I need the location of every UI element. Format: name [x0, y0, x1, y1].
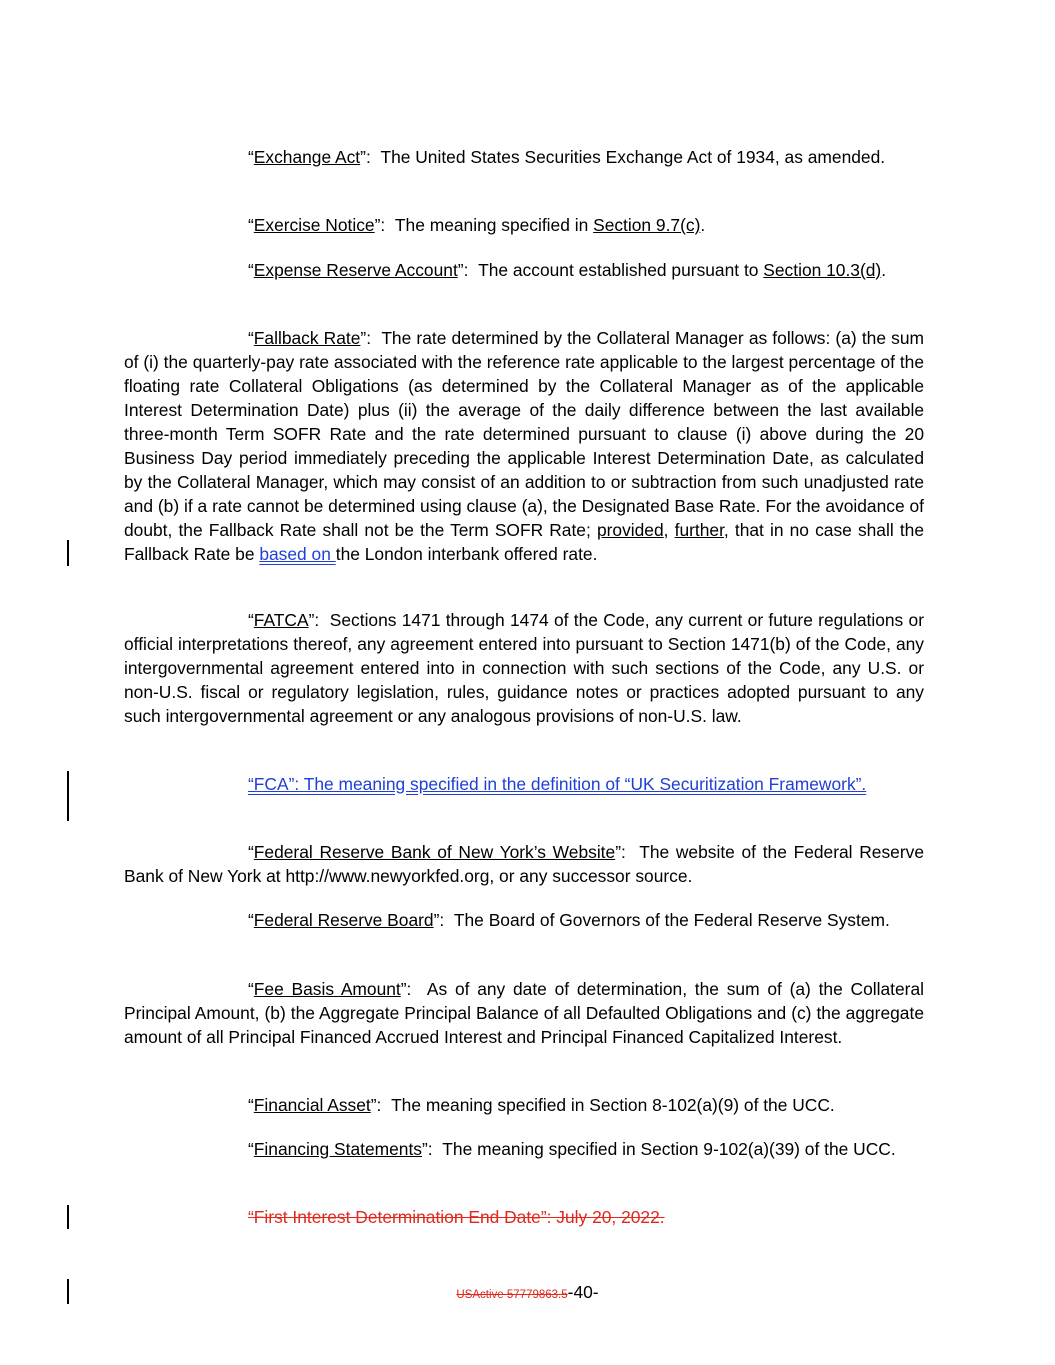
page-number: -40-	[567, 1282, 599, 1302]
inserted-revision-text: “FCA”: The meaning specified in the definition of “UK Securitization Framework”.	[248, 774, 867, 794]
definition-text: As of any date of determination, the sum of (a) the Collateral Principal Amount, (b) the Aggregate Principal Balance of all Defaulted Obligations and (c) the aggregate amount of all Principal Financed Accrued Interest and Principal Financed Capitalized Interest.	[124, 979, 924, 1047]
revision-change-bar	[67, 771, 69, 821]
revision-change-bar	[67, 540, 69, 566]
definition-text-end: .	[700, 215, 706, 235]
page-footer	[0, 1280, 1055, 1307]
definition-exchange-act: “Exchange Act”: The United States Securities Exchange Act of 1934, as amended.	[248, 147, 886, 167]
definition-text-mid: , that in no case shall the Fallback Rate be	[124, 520, 924, 564]
definition-financing-statements: “Financing Statements”: The meaning specified in Section 9-102(a)(39) of the UCC.	[248, 1139, 896, 1159]
defined-term: Exercise Notice	[253, 215, 375, 235]
defined-term: Fallback Rate	[253, 328, 361, 348]
definition-fatca: “FATCA”: Sections 1471 through 1474 of the Code, any current or future regulations or official interpretations thereof, any agreement entered into pursuant to Section 1471(b) of the Code, any intergovernmental agreement entered into in connection with such sections of the Code, any U.S. or non-U.S. fiscal or regulatory legislation, rules, guidance notes or practices adopted pursuant to any such intergovernmental agreement or any analogous provisions of non-U.S. law.	[124, 610, 924, 726]
definition-fee-basis-amount: “Fee Basis Amount”: As of any date of determination, the sum of (a) the Collateral Principal Amount, (b) the Aggregate Principal Balance of all Defaulted Obligations and (c) the aggregate amount of all Principal Financed Accrued Interest and Principal Financed Capitalized Interest.	[124, 979, 924, 1047]
definition-text: The rate determined by the Collateral Manager as follows: (a) the sum of (i) the quarterly-pay rate associated with the reference rate applicable to the largest percentage of the floating rate Collateral Obligations (as determined by the Collateral Manager as of the applicable Interest Determination Date) plus (ii) the average of the daily difference between the last available three-month Term SOFR Rate and the rate determined pursuant to clause (i) above during the 20 Business Day period immediately preceding the applicable Interest Determination Date, as calculated by the Collateral Manager, which may consist of an addition to or subtraction from such unadjusted rate and (b) if a rate cannot be determined using clause (a), the Designated Base Rate. For the avoidance of doubt, the Fallback Rate shall not be the Term SOFR Rate;	[124, 328, 924, 540]
definition-text-end: the London interbank offered rate.	[335, 544, 598, 564]
definition-text: Sections 1471 through 1474 of the Code, any current or future regulations or official interpretations thereof, any agreement entered into pursuant to Section 1471(b) of the Code, any intergovernmental agreement entered into in connection with such sections of the Code, any U.S. or non-U.S. fiscal or regulatory legislation, rules, guidance notes or practices adopted pursuant to any such intergovernmental agreement or any analogous provisions of non-U.S. law.	[124, 610, 924, 726]
defined-term: Fee Basis Amount	[253, 979, 401, 999]
definition-text-end: .	[881, 260, 887, 280]
defined-term: FATCA	[253, 610, 309, 630]
definition-text: The meaning specified in Section 9-102(a)(39) of the UCC.	[442, 1139, 896, 1159]
definition-text: The meaning specified in Section 8-102(a)(9) of the UCC.	[391, 1095, 835, 1115]
definition-federal-reserve-board: “Federal Reserve Board”: The Board of Governors of the Federal Reserve System.	[248, 910, 890, 930]
further-term: further	[674, 520, 724, 540]
section-reference: Section 10.3(d)	[763, 260, 882, 280]
deleted-revision-text: “First Interest Determination End Date”: July 20, 2022.	[248, 1207, 665, 1227]
definition-text: The United States Securities Exchange Act of 1934, as amended.	[380, 147, 886, 167]
definition-text: The meaning specified in	[394, 215, 594, 235]
definition-text: The account established pursuant to	[478, 260, 764, 280]
defined-term: Exchange Act	[253, 147, 361, 167]
provided-term: provided	[596, 520, 664, 540]
defined-term: Financing Statements	[253, 1139, 422, 1159]
document-id-stamp: USActive 57779863.5	[456, 1289, 568, 1301]
defined-term: Expense Reserve Account	[253, 260, 458, 280]
comma-text: ,	[663, 520, 675, 540]
definition-first-interest-determination-deleted	[124, 1205, 924, 1229]
definition-text: The Board of Governors of the Federal Reserve System.	[453, 910, 890, 930]
definition-exercise-notice: “Exercise Notice”: The meaning specified in Section 9.7(c).	[248, 215, 706, 235]
definition-text: The website of the Federal Reserve Bank of New York at http://www.newyorkfed.org, or any successor source.	[124, 842, 924, 886]
inserted-revision-text: based on	[259, 544, 336, 564]
definition-expense-reserve-account: “Expense Reserve Account”: The account established pursuant to Section 10.3(d).	[248, 260, 887, 280]
defined-term: Federal Reserve Board	[253, 910, 434, 930]
defined-term: Financial Asset	[253, 1095, 371, 1115]
definition-fca-inserted	[124, 772, 924, 796]
definition-fallback-rate: “Fallback Rate”: The rate determined by the Collateral Manager as follows: (a) the sum of (i) the quarterly-pay rate associated with the reference rate applicable to the largest percentage of the floating rate Collateral Obligations (as determined by the Collateral Manager as of the applicable Interest Determination Date) plus (ii) the average of the daily difference between the last available three-month Term SOFR Rate and the rate determined pursuant to clause (i) above during the 20 Business Day period immediately preceding the applicable Interest Determination Date, as calculated by the Collateral Manager, which may consist of an addition to or subtraction from such unadjusted rate and (b) if a rate cannot be determined using clause (a), the Designated Base Rate. For the avoidance of doubt, the Fallback Rate shall not be the Term SOFR Rate; provided, further, that in no case shall the Fallback Rate be based on the London interbank offered rate.	[124, 328, 924, 564]
section-reference: Section 9.7(c)	[593, 215, 701, 235]
revision-change-bar	[67, 1205, 69, 1229]
definition-frbny-website: “Federal Reserve Bank of New York’s Website”: The website of the Federal Reserve Bank of New York at http://www.newyorkfed.org, or any successor source.	[124, 842, 924, 886]
definition-financial-asset: “Financial Asset”: The meaning specified in Section 8-102(a)(9) of the UCC.	[248, 1095, 835, 1115]
defined-term: Federal Reserve Bank of New York’s Website	[253, 842, 616, 862]
